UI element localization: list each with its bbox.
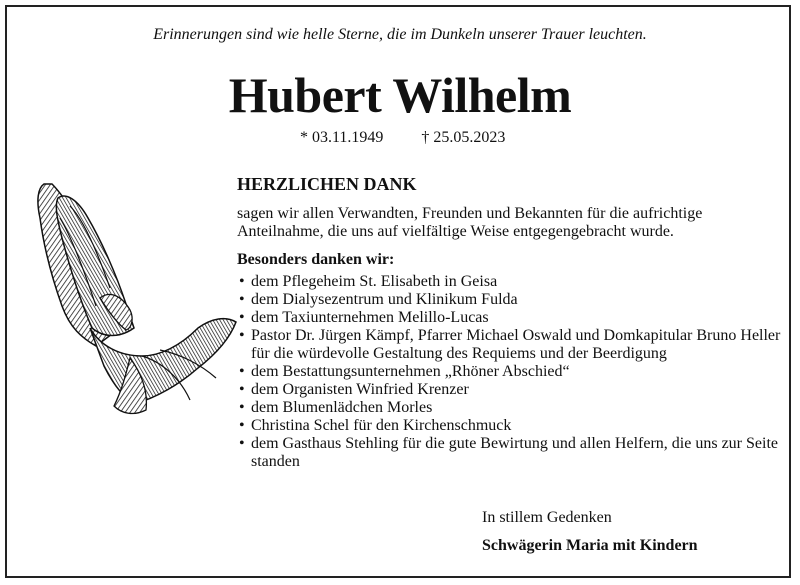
thanks-subheading: Besonders danken wir:: [237, 251, 395, 268]
signature: Schwägerin Maria mit Kindern: [482, 537, 698, 554]
list-item: • dem Blumenlädchen Morles: [237, 399, 782, 417]
thanks-text: [237, 175, 782, 471]
motto-quote: Erinnerungen sind wie helle Sterne, die im Dunkeln unserer Trauer leuchten.: [153, 26, 647, 43]
list-item: • dem Gasthaus Stehling für die gute Bewirtung und allen Helfern, die uns zur Seite standen: [237, 435, 782, 471]
thanks-list: [237, 273, 782, 471]
closing-line: In stillem Gedenken: [482, 509, 612, 526]
list-item: • Pastor Dr. Jürgen Kämpf, Pfarrer Michael Oswald und Domkapitular Bruno Heller für die würdevolle Gestaltung des Requiems und der Beerdigung: [237, 327, 782, 363]
list-item: • dem Bestattungsunternehmen „Rhöner Abschied“: [237, 363, 782, 381]
death-date: † 25.05.2023: [421, 129, 506, 146]
list-item: • dem Dialysezentrum und Klinikum Fulda: [237, 291, 782, 309]
life-dates: [300, 129, 505, 147]
thanks-intro: sagen wir allen Verwandten, Freunden und Bekannten für die aufrichtige Anteilnahme, die uns auf vielfältige Weise entgegengebracht wurde.: [237, 205, 703, 240]
birth-date: * 03.11.1949: [300, 129, 384, 146]
list-item: • Christina Schel für den Kirchenschmuck: [237, 417, 782, 435]
list-item: • dem Taxiunternehmen Melillo-Lucas: [237, 309, 782, 327]
deceased-name: Hubert Wilhelm: [228, 67, 572, 123]
list-item: • dem Pflegeheim St. Elisabeth in Geisa: [237, 273, 782, 291]
praying-hands-icon: [30, 178, 240, 422]
thanks-heading: HERZLICHEN DANK: [237, 174, 417, 194]
list-item: • dem Organisten Winfried Krenzer: [237, 381, 782, 399]
